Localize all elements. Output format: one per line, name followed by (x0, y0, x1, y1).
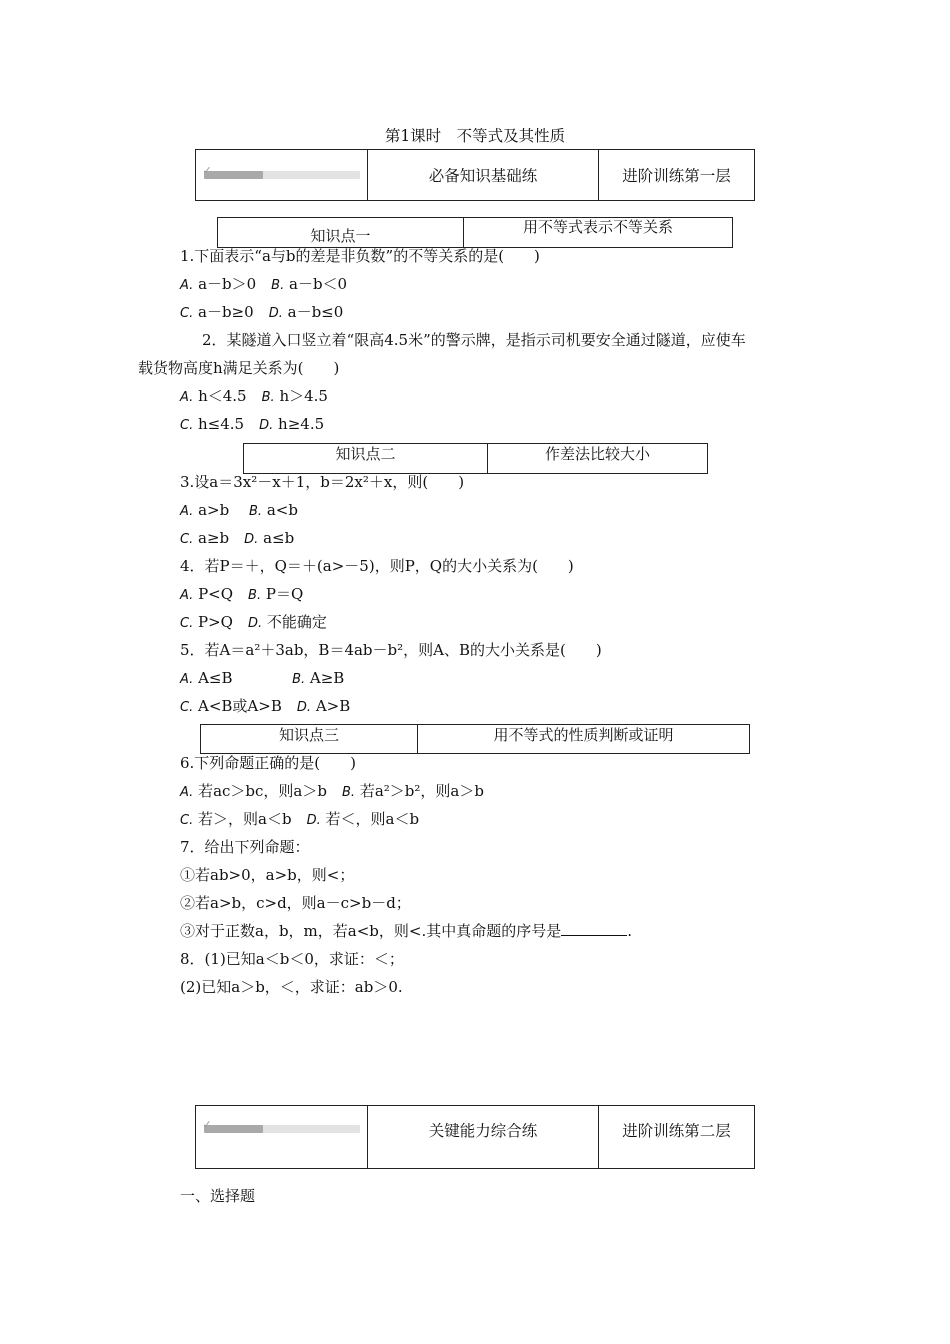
check-icon: ✓ (202, 1118, 212, 1131)
question-1-options-cd: C. a－b≥0 D. a－b≤0 (180, 303, 344, 321)
option-d: a－b≤0 (287, 303, 344, 321)
question-6-options-cd: C. 若＞，则a＜b D. 若＜，则a＜b (180, 810, 420, 828)
option-a: P<Q (198, 585, 234, 603)
question-4-stem: 4．若P＝＋，Q＝＋(a>－5)，则P，Q的大小关系为( ) (180, 557, 574, 575)
option-d: a≤b (263, 529, 295, 547)
progress-bar (202, 164, 360, 179)
progress-fill (204, 1125, 263, 1133)
question-2-stem-line2: 载货物高度h满足关系为( ) (138, 359, 340, 377)
question-7-stem: 7．给出下列命题： (180, 838, 310, 856)
option-d: A>B (315, 697, 351, 715)
check-icon: ✓ (202, 164, 212, 177)
option-c: P>Q (198, 613, 233, 631)
kp-topic: 用不等式的性质判断或证明 (417, 725, 749, 753)
question-5-stem: 5．若A＝a²＋3ab，B＝4ab－b²，则A、B的大小关系是( ) (180, 641, 602, 659)
prop-3-end: . (627, 922, 633, 940)
option-c: A<B或A>B (198, 697, 282, 715)
option-b: a－b＜0 (289, 275, 348, 293)
option-b: a<b (266, 501, 298, 519)
question-8-part-1: 8．(1)已知a＜b＜0，求证：＜； (180, 950, 404, 968)
question-6-stem: 6.下列命题正确的是( ) (180, 754, 357, 772)
lesson-title: 第1课时 不等式及其性质 (384, 127, 566, 145)
section-header-key (195, 1105, 755, 1169)
progress-bar (202, 1118, 360, 1133)
section-label: 关键能力综合练 (367, 1106, 598, 1168)
kp-topic: 作差法比较大小 (487, 444, 707, 473)
option-b: P＝Q (265, 585, 304, 603)
option-a: h＜4.5 (198, 387, 247, 405)
progress-cell (196, 1106, 367, 1168)
option-a: a－b＞0 (198, 275, 257, 293)
option-d: h≥4.5 (278, 415, 325, 433)
question-2-stem-line1: 2．某隧道入口竖立着“限高4.5米”的警示牌，是指示司机要安全通过隧道，应使车 (202, 331, 746, 349)
question-1-options-ab: A. a－b＞0 B. a－b＜0 (180, 275, 348, 293)
question-7-prop-3 (180, 921, 632, 941)
option-a: 若ac＞bc，则a＞b (198, 782, 327, 800)
section-label: 必备知识基础练 (367, 150, 598, 200)
section-header-basic (195, 149, 755, 201)
question-3-options-cd: C. a≥b D. a≤b (180, 529, 295, 547)
option-c: h≤4.5 (198, 415, 245, 433)
question-1-stem: 1.下面表示“a与b的差是非负数”的不等关系的是( ) (180, 247, 540, 265)
question-5-options-cd: C. A<B或A>B D. A>B (180, 697, 351, 715)
kp-name: 知识点二 (335, 445, 396, 463)
option-d: 不能确定 (266, 613, 327, 631)
option-b: A≥B (309, 669, 345, 687)
part-heading: 一、选择题 (180, 1187, 256, 1205)
question-7-prop-2: ②若a>b，c>d，则a－c>b－d； (180, 894, 411, 912)
question-2-options-ab: A. h＜4.5 B. h＞4.5 (180, 387, 328, 405)
knowledge-point-2 (243, 443, 708, 474)
question-4-options-cd: C. P>Q D. 不能确定 (180, 613, 327, 631)
option-b: h＞4.5 (279, 387, 328, 405)
knowledge-point-1 (217, 217, 733, 248)
question-5-options-ab: A. A≤B B. A≥B (180, 669, 345, 687)
option-c: a≥b (198, 529, 230, 547)
kp-topic: 用不等式表示不等关系 (463, 218, 732, 247)
question-7-prop-1: ①若ab>0，a>b，则<； (180, 866, 355, 884)
kp-name: 知识点三 (278, 725, 339, 744)
section-level: 进阶训练第一层 (598, 150, 754, 200)
prop-3-text: ③对于正数a，b，m，若a<b，则<.其中真命题的序号是 (180, 922, 562, 940)
question-6-options-ab: A. 若ac＞bc，则a＞b B. 若a²＞b²，则a＞b (180, 782, 484, 800)
progress-fill (204, 171, 263, 179)
question-8-part-2: (2)已知a＞b，＜，求证：ab＞0. (180, 978, 403, 996)
question-3-options-ab: A. a>b B. a<b (180, 501, 298, 519)
option-c: 若＞，则a＜b (198, 810, 292, 828)
progress-cell (196, 150, 367, 200)
option-b: 若a²＞b²，则a＞b (359, 782, 484, 800)
question-2-options-cd: C. h≤4.5 D. h≥4.5 (180, 415, 325, 433)
option-c: a－b≥0 (198, 303, 254, 321)
knowledge-point-3 (200, 724, 750, 754)
option-a: A≤B (198, 669, 233, 687)
option-d: 若＜，则a＜b (325, 810, 420, 828)
question-4-options-ab: A. P<Q B. P＝Q (180, 585, 304, 603)
answer-blank (561, 923, 627, 936)
section-level: 进阶训练第二层 (598, 1106, 754, 1168)
option-a: a>b (198, 501, 230, 519)
question-3-stem: 3.设a＝3x²－x＋1，b＝2x²＋x，则( ) (180, 473, 465, 491)
kp-name: 知识点一 (310, 227, 371, 245)
